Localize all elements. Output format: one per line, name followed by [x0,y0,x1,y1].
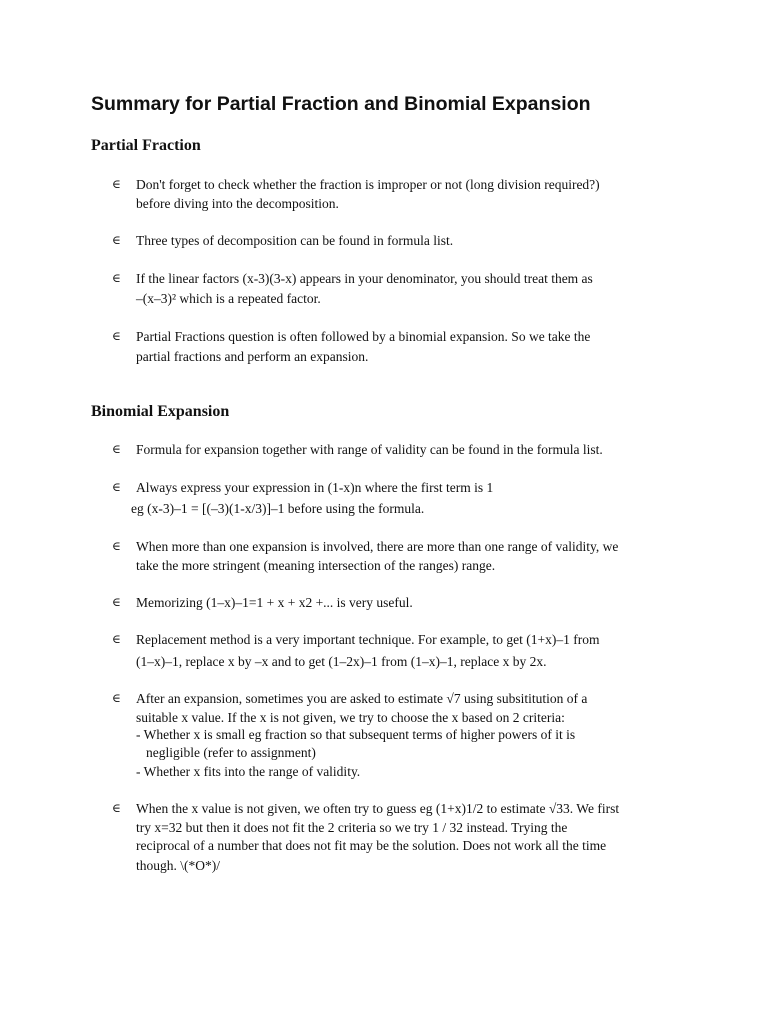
item-line: Memorizing (1–x)–1=1 + x + x2 +... is very useful. [136,595,413,610]
item-line: partial fractions and perform an expansion. [136,349,369,364]
bullet-icon: ∈ [112,329,121,343]
section-heading-partial-fraction: Partial Fraction [91,137,201,154]
bullet-icon: ∈ [112,177,121,191]
bullet-icon: ∈ [112,691,121,705]
item-line: - Whether x fits into the range of validity. [136,764,361,779]
item-line: If the linear factors (x-3)(3-x) appears in your denominator, you should treat them as [136,271,593,286]
item-line: Partial Fractions question is often followed by a binomial expansion. So we take the [136,329,591,344]
bullet-icon: ∈ [112,480,121,494]
item-line: Three types of decomposition can be found in formula list. [136,233,454,248]
item-line: When the x value is not given, we often try to guess eg (1+x)1/2 to estimate √33. We first [136,801,620,816]
item-line: After an expansion, sometimes you are asked to estimate √7 using subsititution of a [136,691,588,706]
item-line: When more than one expansion is involved, there are more than one range of validity, we [136,539,619,554]
item-line: negligible (refer to assignment) [146,745,316,760]
bullet-icon: ∈ [112,233,121,247]
item-line: Don't forget to check whether the fraction is improper or not (long division required?) [136,177,600,192]
item-line: take the more stringent (meaning intersection of the ranges) range. [136,558,496,573]
bullet-icon: ∈ [112,595,121,609]
bullet-icon: ∈ [112,271,121,285]
section-heading-binomial-expansion: Binomial Expansion [91,403,230,420]
item-line: Replacement method is a very important technique. For example, to get (1+x)–1 from [136,632,600,647]
item-line: (1–x)–1, replace x by –x and to get (1–2x)–1 from (1–x)–1, replace x by 2x. [136,654,547,669]
item-line: though. \(*O*)/ [136,858,220,873]
item-line: - Whether x is small eg fraction so that subsequent terms of higher powers of it is [136,727,576,742]
item-line: eg (x-3)–1 = [(–3)(1-x/3)]–1 before using the formula. [131,501,425,516]
item-line: –(x–3)² which is a repeated factor. [136,291,321,306]
bullet-icon: ∈ [112,632,121,646]
item-line: Formula for expansion together with range of validity can be found in the formula list. [136,442,603,457]
bullet-icon: ∈ [112,539,121,553]
bullet-icon: ∈ [112,801,121,815]
item-line: try x=32 but then it does not fit the 2 criteria so we try 1 / 32 instead. Trying the [136,820,568,835]
page-title: Summary for Partial Fraction and Binomial Expansion [91,93,591,115]
item-line: before diving into the decomposition. [136,196,339,211]
item-line: reciprocal of a number that does not fit may be the solution. Does not work all the time [136,838,607,853]
item-line: suitable x value. If the x is not given, we try to choose the x based on 2 criteria: [136,710,565,725]
item-line: Always express your expression in (1-x)n where the first term is 1 [136,480,494,495]
bullet-icon: ∈ [112,442,121,456]
